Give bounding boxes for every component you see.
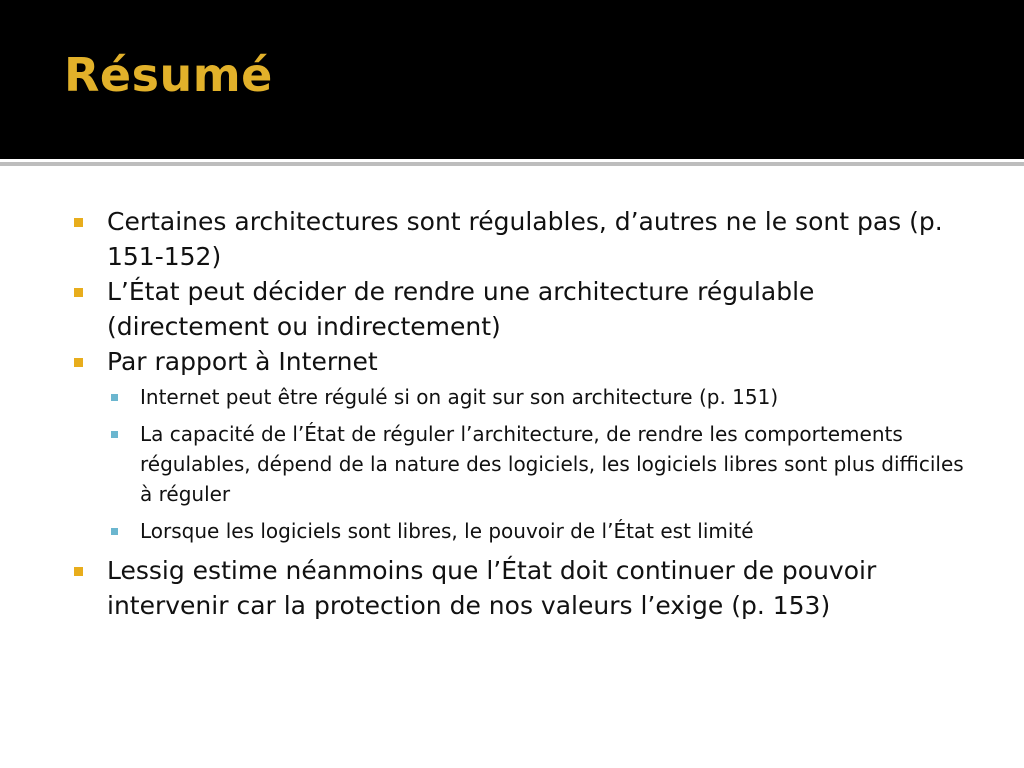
bullet-item	[70, 553, 970, 623]
content-area	[70, 204, 970, 623]
sub-bullet-item	[107, 516, 970, 546]
square-bullet-icon	[74, 358, 83, 367]
sub-bullet-item	[107, 419, 970, 509]
sub-bullet-list	[107, 382, 970, 546]
sub-bullet-text: Internet peut être régulé si on agit sur son architecture (p. 151)	[140, 385, 779, 409]
square-bullet-icon	[74, 288, 83, 297]
bullet-text: Certaines architectures sont régulables, d’autres ne le sont pas (p. 151-152)	[107, 207, 943, 271]
bullet-list	[70, 204, 970, 623]
bullet-text: Lessig estime néanmoins que l’État doit continuer de pouvoir intervenir car la protection de nos valeurs l’exige (p. 153)	[107, 556, 877, 620]
square-bullet-icon	[74, 567, 83, 576]
divider-shadow	[0, 162, 1024, 166]
square-bullet-icon	[74, 218, 83, 227]
title-bar	[0, 0, 1024, 159]
sub-bullet-text: La capacité de l’État de réguler l’architecture, de rendre les comportements régulables, dépend de la nature des logiciels, les logiciels libres sont plus difficiles à réguler	[140, 422, 964, 506]
bullet-text: Par rapport à Internet	[107, 347, 378, 376]
bullet-item	[70, 274, 970, 344]
small-square-bullet-icon	[111, 431, 118, 438]
bullet-item	[70, 344, 970, 546]
bullet-text: L’État peut décider de rendre une architecture régulable (directement ou indirectement)	[107, 277, 815, 341]
small-square-bullet-icon	[111, 528, 118, 535]
bullet-item	[70, 204, 970, 274]
sub-bullet-text: Lorsque les logiciels sont libres, le pouvoir de l’État est limité	[140, 519, 754, 543]
sub-bullet-item	[107, 382, 970, 412]
small-square-bullet-icon	[111, 394, 118, 401]
slide-title: Résumé	[64, 48, 273, 102]
